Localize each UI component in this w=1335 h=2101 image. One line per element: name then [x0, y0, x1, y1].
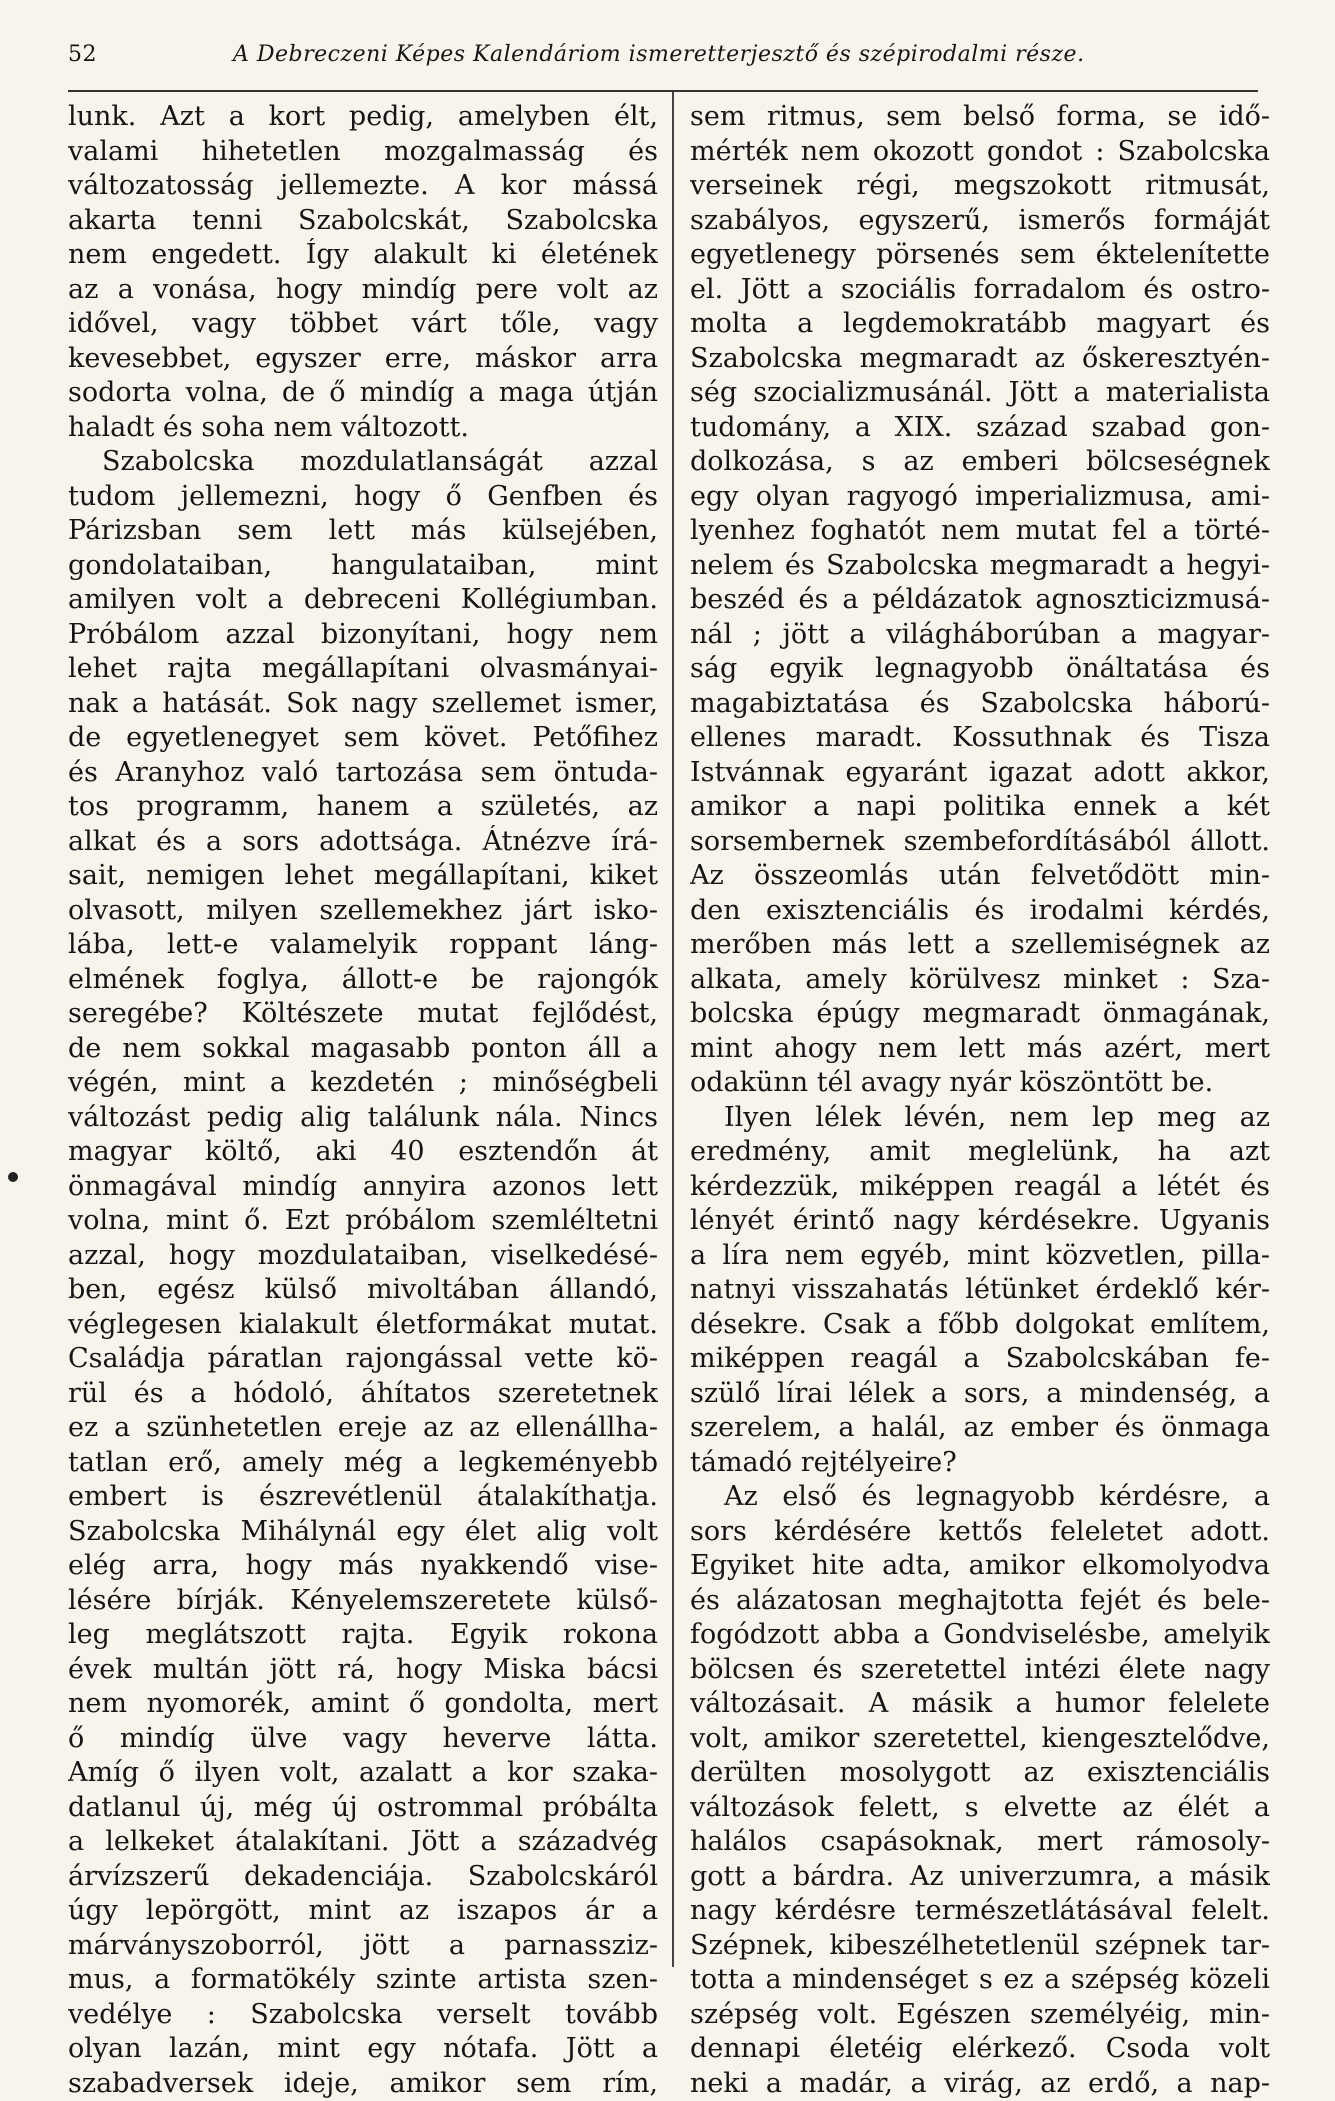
text-line: a lelkeket átalakítani. Jött a századvég	[68, 1825, 658, 1860]
right-text-column	[690, 100, 1270, 2101]
text-line: de nem sokkal magasabb ponton áll a	[68, 1032, 658, 1067]
text-line: lényét érintő nagy kérdésekre. Ugyanis	[690, 1204, 1270, 1239]
text-line: embert is észrevétlenül átalakíthatja.	[68, 1480, 658, 1515]
text-line: Az első és legnagyobb kérdésre, a	[690, 1480, 1270, 1515]
text-line: amilyen volt a debreceni Kollégiumban.	[68, 583, 658, 618]
text-line: neki a madár, a virág, az erdő, a nap-	[690, 2067, 1270, 2101]
text-line: Próbálom azzal bizonyítani, hogy nem	[68, 618, 658, 653]
text-line: mint ahogy nem lett más azért, mert	[690, 1032, 1270, 1067]
text-line: olyan lazán, mint egy nótafa. Jött a	[68, 2032, 658, 2067]
text-line: idővel, vagy többet várt tőle, vagy	[68, 307, 658, 342]
text-line: nem engedett. Így alakult ki életének	[68, 238, 658, 273]
text-line: alkat és a sors adottsága. Átnézve írá-	[68, 825, 658, 860]
text-line: gondolataiban, hangulataiban, mint	[68, 549, 658, 584]
text-line: gott a bárdra. Az univerzumra, a másik	[690, 1860, 1270, 1895]
page-number: 52	[68, 42, 97, 67]
text-line: lyenhez foghatót nem mutat fel a törté-	[690, 514, 1270, 549]
text-line: egyetlenegy pörsenés sem éktelenítette	[690, 238, 1270, 273]
text-line: den exisztenciális és irodalmi kérdés,	[690, 894, 1270, 929]
text-line: Szabolcska megmaradt az őskeresztyén-	[690, 342, 1270, 377]
text-line: nagy kérdésre természetlátásával felelt.	[690, 1894, 1270, 1929]
text-line: tudom jellemezni, hogy ő Genfben és	[68, 480, 658, 515]
text-line: verseinek régi, megszokott ritmusát,	[690, 169, 1270, 204]
text-line: rül és a hódoló, áhítatos szeretetnek	[68, 1377, 658, 1412]
text-line: de egyetlenegyet sem követ. Petőfihez	[68, 721, 658, 756]
text-line: szabályos, egyszerű, ismerős formáját	[690, 204, 1270, 239]
text-line: szépség volt. Egészen személyéig, min-	[690, 1998, 1270, 2033]
text-line: változást pedig alig találunk nála. Nincs	[68, 1101, 658, 1136]
text-line: désekre. Csak a főbb dolgokat említem,	[690, 1308, 1270, 1343]
text-line: fogódzott abba a Gondviselésbe, amelyik	[690, 1618, 1270, 1653]
text-line: Egyiket hite adta, amikor elkomolyodva	[690, 1549, 1270, 1584]
text-line: lába, lett-e valamelyik roppant láng-	[68, 928, 658, 963]
text-line: ez a szünhetetlen ereje az az ellenállha-	[68, 1411, 658, 1446]
text-line: Istvánnak egyaránt igazat adott akkor,	[690, 756, 1270, 791]
text-line: ellenes maradt. Kossuthnak és Tisza	[690, 721, 1270, 756]
text-line: lunk. Azt a kort pedig, amelyben élt,	[68, 100, 658, 135]
text-line: változások felett, s elvette az élét a	[690, 1791, 1270, 1826]
text-line: úgy lepörgött, mint az iszapos ár a	[68, 1894, 658, 1929]
text-line: évek multán jött rá, hogy Miska bácsi	[68, 1653, 658, 1688]
text-line: valami hihetetlen mozgalmasság és	[68, 135, 658, 170]
text-line: Szépnek, kibeszélhetetlenül szépnek tar-	[690, 1929, 1270, 1964]
text-line: molta a legdemokratább magyart és	[690, 307, 1270, 342]
text-line: önmagával mindíg annyira azonos lett	[68, 1170, 658, 1205]
text-line: Szabolcska mozdulatlanságát azzal	[68, 445, 658, 480]
left-text-column	[68, 100, 658, 2101]
text-line: egy olyan ragyogó imperializmusa, ami-	[690, 480, 1270, 515]
text-line: nak a hatását. Sok nagy szellemet ismer,	[68, 687, 658, 722]
text-line: haladt és soha nem változott.	[68, 411, 658, 446]
text-line: kevesebbet, egyszer erre, máskor arra	[68, 342, 658, 377]
text-line: sors kérdésére kettős feleletet adott.	[690, 1515, 1270, 1550]
text-line: ség szocializmusánál. Jött a materialista	[690, 376, 1270, 411]
text-line: a líra nem egyéb, mint közvetlen, pilla-	[690, 1239, 1270, 1274]
text-line: sodorta volna, de ő mindíg a maga útján	[68, 376, 658, 411]
text-line: ság egyik legnagyobb önáltatása és	[690, 652, 1270, 687]
text-line: változásait. A másik a humor felelete	[690, 1687, 1270, 1722]
text-line: véglegesen kialakult életformákat mutat.	[68, 1308, 658, 1343]
text-line: amikor a napi politika ennek a két	[690, 790, 1270, 825]
text-line: totta a mindenséget s ez a szépség közeli	[690, 1963, 1270, 1998]
text-line: odakünn tél avagy nyár köszöntött be.	[690, 1066, 1270, 1101]
text-line: márványszoborról, jött a parnassziz-	[68, 1929, 658, 1964]
margin-dot-mark	[8, 1172, 18, 1182]
text-line: szülő lírai lélek a sors, a mindenség, a	[690, 1377, 1270, 1412]
text-line: azzal, hogy mozdulataiban, viselkedésé-	[68, 1239, 658, 1274]
text-line: olvasott, milyen szellemekhez járt isko-	[68, 894, 658, 929]
text-line: lehet rajta megállapítani olvasmányai-	[68, 652, 658, 687]
text-line: és alázatosan meghajtotta fejét és bele-	[690, 1584, 1270, 1619]
text-line: Ilyen lélek lévén, nem lep meg az	[690, 1101, 1270, 1136]
text-line: Szabolcska Mihálynál egy élet alig volt	[68, 1515, 658, 1550]
text-line: miképpen reagál a Szabolcskában fe-	[690, 1342, 1270, 1377]
text-line: bolcska épúgy megmaradt önmagának,	[690, 997, 1270, 1032]
text-line: derülten mosolygott az exisztenciális	[690, 1756, 1270, 1791]
text-line: datlanul új, még új ostrommal próbálta	[68, 1791, 658, 1826]
text-line: nem nyomorék, amint ő gondolta, mert	[68, 1687, 658, 1722]
text-line: ben, egész külső mivoltában állandó,	[68, 1273, 658, 1308]
text-line: elmének foglya, állott-e be rajongók	[68, 963, 658, 998]
text-line: halálos csapásoknak, mert rámosoly-	[690, 1825, 1270, 1860]
text-line: dolkozása, s az emberi bölcseségnek	[690, 445, 1270, 480]
text-line: az a vonása, hogy mindíg pere volt az	[68, 273, 658, 308]
text-line: sem ritmus, sem belső forma, se idő-	[690, 100, 1270, 135]
text-line: lésére bírják. Kényelemszeretete külső-	[68, 1584, 658, 1619]
text-line: tatlan erő, amely még a legkeményebb	[68, 1446, 658, 1481]
text-line: magabiztatása és Szabolcska háború-	[690, 687, 1270, 722]
text-line: el. Jött a szociális forradalom és ostro-	[690, 273, 1270, 308]
text-line: akarta tenni Szabolcskát, Szabolcska	[68, 204, 658, 239]
text-line: tudomány, a XIX. század szabad gon-	[690, 411, 1270, 446]
text-line: elég arra, hogy más nyakkendő vise-	[68, 1549, 658, 1584]
text-line: dennapi életéig elérkező. Csoda volt	[690, 2032, 1270, 2067]
text-line: ő mindíg ülve vagy heverve látta.	[68, 1722, 658, 1757]
text-line: Párizsban sem lett más külsejében,	[68, 514, 658, 549]
text-line: merőben más lett a szellemiségnek az	[690, 928, 1270, 963]
text-line: tos programm, hanem a születés, az	[68, 790, 658, 825]
text-line: mérték nem okozott gondot : Szabolcska	[690, 135, 1270, 170]
text-line: nelem és Szabolcska megmaradt a hegyi-	[690, 549, 1270, 584]
text-line: végén, mint a kezdetén ; minőségbeli	[68, 1066, 658, 1101]
text-line: sorsembernek szembefordításából állott.	[690, 825, 1270, 860]
text-line: nál ; jött a világháborúban a magyar-	[690, 618, 1270, 653]
text-line: Amíg ő ilyen volt, azalatt a kor szaka-	[68, 1756, 658, 1791]
text-line: magyar költő, aki 40 esztendőn át	[68, 1135, 658, 1170]
text-line: alkata, amely körülvesz minket : Sza-	[690, 963, 1270, 998]
column-divider	[672, 92, 674, 1967]
header-rule	[68, 90, 1258, 92]
text-line: árvízszerű dekadenciája. Szabolcskáról	[68, 1860, 658, 1895]
text-line: leg meglátszott rajta. Egyik rokona	[68, 1618, 658, 1653]
text-line: szerelem, a halál, az ember és önmaga	[690, 1411, 1270, 1446]
text-line: bölcsen és szeretettel intézi élete nagy	[690, 1653, 1270, 1688]
text-line: beszéd és a példázatok agnoszticizmusá-	[690, 583, 1270, 618]
text-line: eredmény, amit meglelünk, ha azt	[690, 1135, 1270, 1170]
text-line: seregébe? Költészete mutat fejlődést,	[68, 997, 658, 1032]
text-line: volna, mint ő. Ezt próbálom szemléltetni	[68, 1204, 658, 1239]
text-line: volt, amikor szeretettel, kiengesztelődve,	[690, 1722, 1270, 1757]
text-line: kérdezzük, miképpen reagál a létét és	[690, 1170, 1270, 1205]
text-line: natnyi visszahatás létünket érdeklő kér-	[690, 1273, 1270, 1308]
text-line: és Aranyhoz való tartozása sem öntuda-	[68, 756, 658, 791]
running-title: A Debreczeni Képes Kalendáriom ismeretterjesztő és szépirodalmi része.	[233, 42, 1085, 67]
text-line: Az összeomlás után felvetődött min-	[690, 859, 1270, 894]
text-line: támadó rejtélyeire?	[690, 1446, 1270, 1481]
text-line: sait, nemigen lehet megállapítani, kiket	[68, 859, 658, 894]
text-line: változatosság jellemezte. A kor mássá	[68, 169, 658, 204]
text-line: szabadversek ideje, amikor sem rím,	[68, 2067, 658, 2101]
text-line: Családja páratlan rajongással vette kö-	[68, 1342, 658, 1377]
text-line: vedélye : Szabolcska verselt tovább	[68, 1998, 658, 2033]
text-line: mus, a formatökély szinte artista szen-	[68, 1963, 658, 1998]
